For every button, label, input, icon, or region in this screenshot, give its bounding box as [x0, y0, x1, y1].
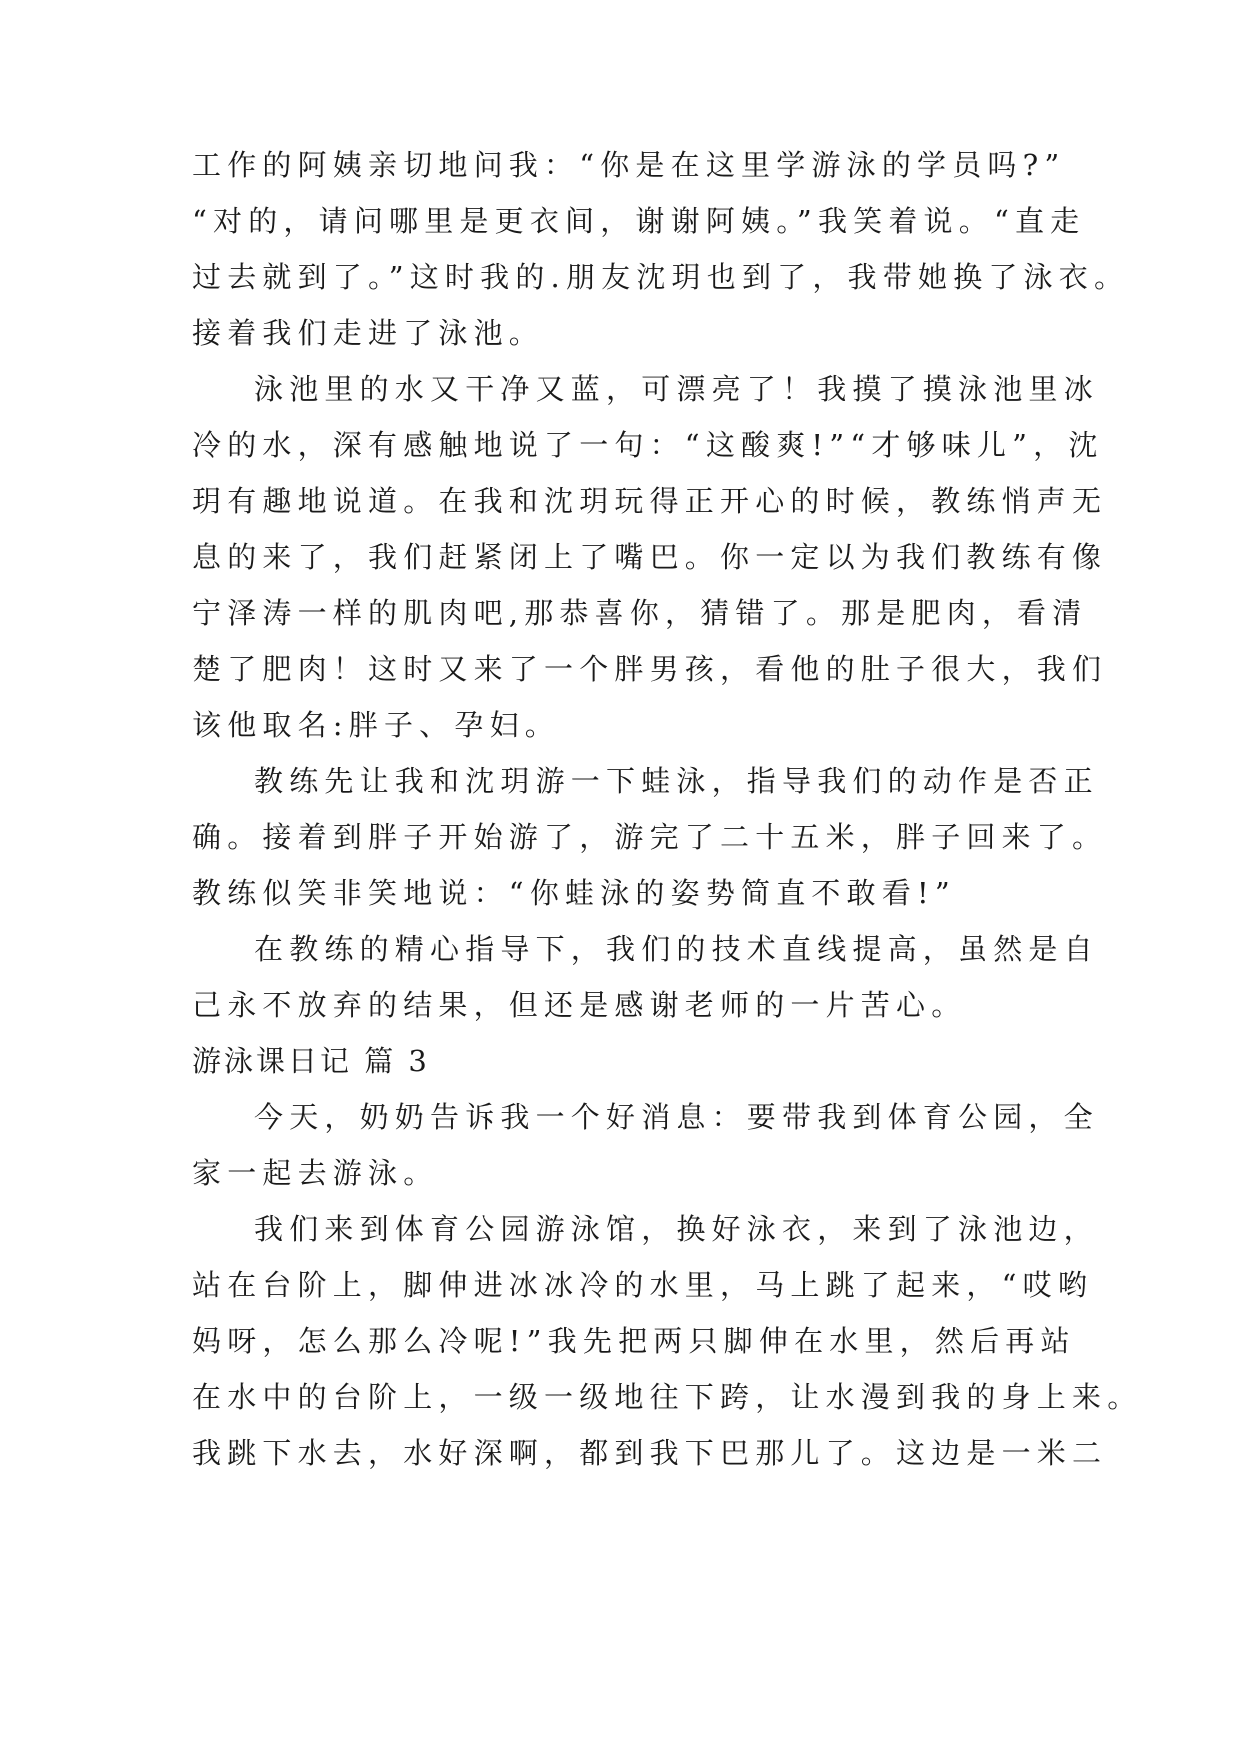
- text-line: 站在台阶上，脚伸进冰冰冷的水里，马上跳了起来，“哎哟: [192, 1268, 1094, 1302]
- paragraph-start-line: 今天，奶奶告诉我一个好消息：要带我到体育公园，全: [254, 1100, 1099, 1134]
- text-line: 妈呀，怎么那么冷呢!”我先把两只脚伸在水里，然后再站: [192, 1324, 1076, 1358]
- text-line: 该他取名:胖子、孕妇。: [192, 708, 560, 742]
- text-line: 宁泽涛一样的肌肉吧,那恭喜你，猜错了。那是肥肉，看清: [192, 596, 1088, 630]
- text-line: 玥有趣地说道。在我和沈玥玩得正开心的时候，教练悄声无: [192, 484, 1108, 518]
- text-line: 息的来了，我们赶紧闭上了嘴巴。你一定以为我们教练有像: [192, 540, 1108, 574]
- text-line: 过去就到了。”这时我的.朋友沈玥也到了，我带她换了泳衣。: [192, 260, 1130, 294]
- paragraph-start-line: 泳池里的水又干净又蓝，可漂亮了！我摸了摸泳池里冰: [254, 372, 1099, 406]
- text-line: “对的，请问哪里是更衣间，谢谢阿姨。”我笑着说。“直走: [192, 204, 1086, 238]
- text-line: 冷的水，深有感触地说了一句：“这酸爽!”“才够味儿”，沈: [192, 428, 1104, 462]
- text-line: 楚了肥肉！这时又来了一个胖男孩，看他的肚子很大，我们: [192, 652, 1108, 686]
- text-line: 工作的阿姨亲切地问我：“你是在这里学游泳的学员吗?”: [192, 148, 1066, 182]
- text-line: 教练似笑非笑地说：“你蛙泳的姿势简直不敢看!”: [192, 876, 956, 910]
- text-line: 家一起去游泳。: [192, 1156, 439, 1190]
- paragraph-start-line: 在教练的精心指导下，我们的技术直线提高，虽然是自: [254, 932, 1099, 966]
- text-line: 我跳下水去，水好深啊，都到我下巴那儿了。这边是一米二: [192, 1436, 1108, 1470]
- text-line: 接着我们走进了泳池。: [192, 316, 545, 350]
- paragraph-start-line: 教练先让我和沈玥游一下蛙泳，指导我们的动作是否正: [254, 764, 1099, 798]
- text-line: 在水中的台阶上，一级一级地往下跨，让水漫到我的身上来。: [192, 1380, 1143, 1414]
- paragraph-start-line: 我们来到体育公园游泳馆，换好泳衣，来到了泳池边，: [254, 1212, 1099, 1246]
- section-heading: 游泳课日记 篇 3: [192, 1044, 430, 1078]
- text-line: 确。接着到胖子开始游了，游完了二十五米，胖子回来了。: [192, 820, 1108, 854]
- text-line: 己永不放弃的结果，但还是感谢老师的一片苦心。: [192, 988, 967, 1022]
